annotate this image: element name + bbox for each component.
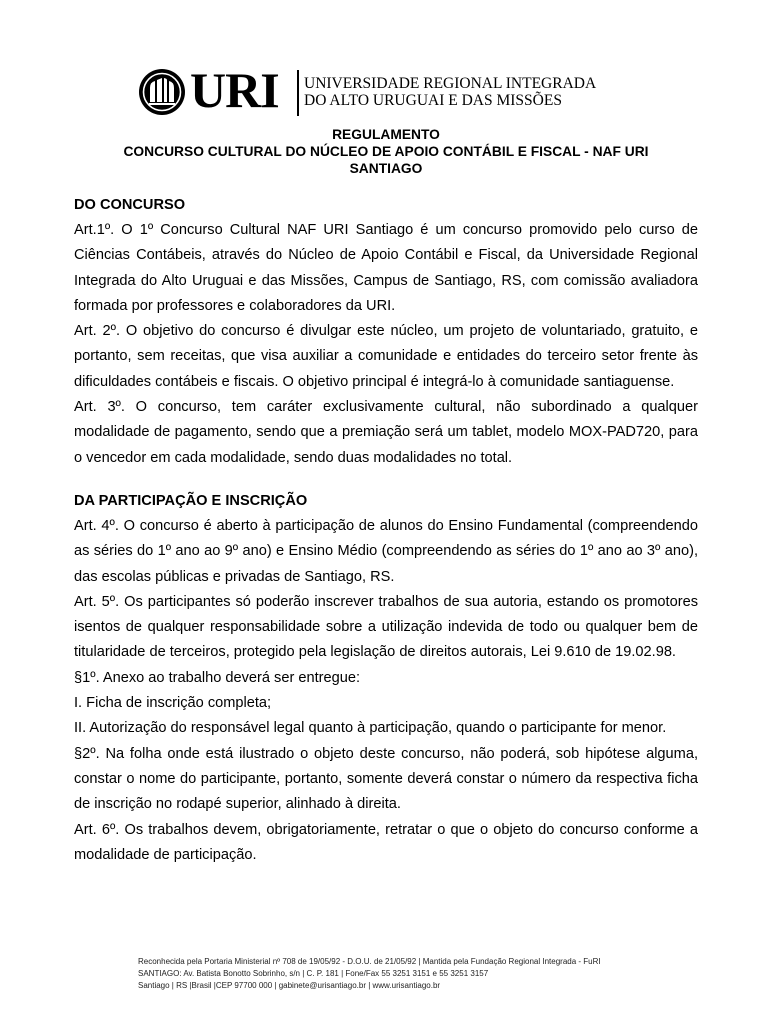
article-1: Art.1º. O 1º Concurso Cultural NAF URI Santiago é um concurso promovido pelo curso de Ciências Contábeis, através do Núcleo de Apoio Contábil e Fiscal, da Universidade Regional Integrada do Alto Uruguai e das Missões, Campus de Santiago, RS, com comissão avaliadora formada por professores e colaboradores da URI. — [74, 222, 698, 314]
uri-logo-text: URI — [190, 62, 279, 118]
document-title — [74, 126, 698, 177]
university-name-line1: UNIVERSIDADE REGIONAL INTEGRADA — [304, 75, 597, 92]
title-line1: REGULAMENTO — [332, 127, 440, 142]
university-seal-icon — [138, 68, 186, 116]
section-heading-concurso: DO CONCURSO — [74, 197, 186, 213]
paragraph-1: §1º. Anexo ao trabalho deverá ser entregue: — [74, 669, 361, 686]
section-spacer — [74, 471, 698, 489]
university-name-line2: DO ALTO URUGUAI E DAS MISSÕES — [304, 92, 562, 109]
footer-line1: Reconhecida pela Portaria Ministerial nº 708 de 19/05/92 - D.O.U. de 21/05/92 | Mantida pela Fundação Regional Integrada - FuRI — [138, 957, 601, 966]
page-footer — [138, 956, 658, 992]
paragraph-2: §2º. Na folha onde está ilustrado o objeto deste concurso, não poderá, sob hipótese alguma, constar o nome do participante, portanto, somente deverá constar o número da respectiva ficha de inscrição no rodapé superior, alinhado à direita. — [74, 745, 698, 813]
university-name — [304, 75, 596, 109]
logo-divider — [297, 70, 299, 116]
letterhead — [138, 62, 608, 118]
title-line2: CONCURSO CULTURAL DO NÚCLEO DE APOIO CONTÁBIL E FISCAL - NAF URI — [123, 144, 649, 159]
section-heading-participacao: DA PARTICIPAÇÃO E INSCRIÇÃO — [74, 492, 308, 509]
title-line3: SANTIAGO — [349, 161, 423, 176]
article-2: Art. 2º. O objetivo do concurso é divulgar este núcleo, um projeto de voluntariado, gratuito, e portanto, sem receitas, que visa auxiliar a comunidade e entidades do terceiro setor frente às dificuldades contábeis e fiscais. O objetivo principal é integrá-lo à comunidade santiaguense. — [74, 323, 698, 390]
footer-line2: SANTIAGO: Av. Batista Bonotto Sobrinho, s/n | C. P. 181 | Fone/Fax 55 3251 3151 e 55 3251 3157 — [138, 969, 489, 978]
article-5: Art. 5º. Os participantes só poderão inscrever trabalhos de sua autoria, estando os promotores isentos de qualquer responsabilidade sobre a utilização indevida de todo ou qualquer bem de titularidade de terceiros, protegido pela legislação de direitos autorais, Lei 9.610 de 19.02.98. — [74, 593, 698, 661]
article-6: Art. 6º. Os trabalhos devem, obrigatoriamente, retratar o que o objeto do concurso conforme a modalidade de participação. — [74, 821, 698, 863]
article-4: Art. 4º. O concurso é aberto à participação de alunos do Ensino Fundamental (compreendendo as séries do 1º ano ao 9º ano) e Ensino Médio (compreendendo as séries do 1º ano ao 3º ano), das escolas públicas e privadas de Santiago, RS. — [74, 517, 698, 585]
item-ii: II. Autorização do responsável legal quanto à participação, quando o participante for menor. — [74, 720, 667, 737]
document-body — [74, 193, 698, 868]
article-3: Art. 3º. O concurso, tem caráter exclusivamente cultural, não subordinado a qualquer modalidade de pagamento, sendo que a premiação será um tablet, modelo MOX-PAD720, para o vencedor em cada modalidade, sendo duas modalidades no total. — [74, 399, 698, 466]
footer-line3: Santiago | RS |Brasil |CEP 97700 000 | gabinete@urisantiago.br | www.urisantiago.br — [138, 981, 441, 990]
item-i: I. Ficha de inscrição completa; — [74, 695, 272, 712]
